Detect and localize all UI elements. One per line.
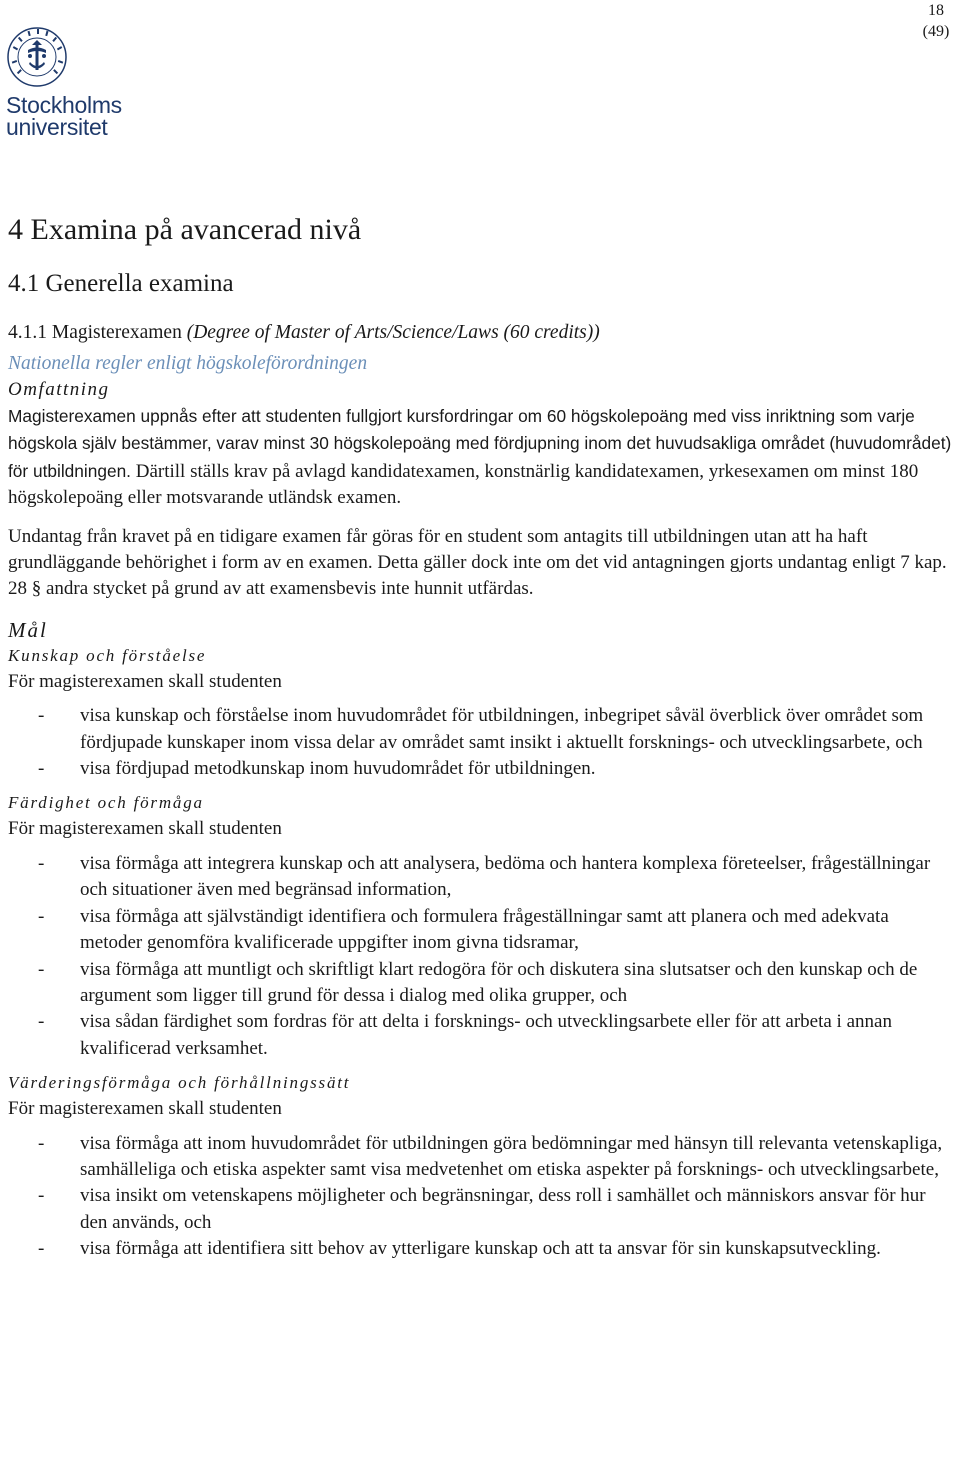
mal-label: Mål [8,617,48,642]
list-item-text: visa förmåga att muntligt och skriftligt klart redogöra för och diskutera sina slutsatser och den kunskap och de argument som ligger till grund för dessa i dialog med olika grupper, och [80,958,918,1006]
subsection-title [8,320,952,346]
list-item [8,703,952,756]
list-dash: - [38,958,45,980]
document-body [8,210,952,1269]
list-item [8,1236,952,1262]
university-logo [6,26,136,138]
logo-name-line2: universitet [6,114,108,140]
logo-name-line1: Stockholms [6,92,122,118]
page-number-total: (49) [922,23,950,40]
list-item [8,957,952,1010]
list-dash: - [38,1238,45,1260]
regulations-heading: Nationella regler enligt högskoleförordningen [8,353,368,374]
chapter-title: 4 Examina på avancerad nivå [8,213,362,246]
omfattning-text-cont: Därtill ställs krav på avlagd kandidatexamen, konstnärlig kandidatexamen, yrkesexamen om minst 180 högskolepoäng eller motsvarande utländsk examen. [8,460,919,509]
list-item-text: visa kunskap och förståelse inom huvudområdet för utbildningen, inbegripet såväl överblick över området som fördjupade kunskaper inom vissa delar av området samt insikt i aktuellt forsknings- och utvecklingsarbete, och [80,705,924,753]
list-dash: - [38,852,45,874]
kunskap-intro: För magisterexamen skall studenten [8,670,282,692]
vardering-label: Värderingsförmåga och förhållningssätt [8,1073,351,1093]
list-item-text: visa förmåga att identifiera sitt behov av ytterligare kunskap och att ta ansvar för sin kunskapsutveckling. [80,1238,881,1260]
undantag-text: Undantag från kravet på en tidigare examen får göras för en student som antagits till utbildningen utan att ha haft grundläggande behörighet i form av en examen. Detta gäller dock inte om det vid antagningen gjorts undantag enligt 7 kap. 28 § andra stycket på grund av att examensbevis inte hunnit utfärdas. [8,525,947,600]
list-item [8,904,952,957]
list-item-text: visa insikt om vetenskapens möjligheter och begränsningar, dess roll i samhället och människors ansvar för hur den används, och [80,1185,926,1233]
list-dash: - [38,758,45,780]
list-item-text: visa förmåga att självständigt identifiera och formulera frågeställningar samt att planera och med adekvata metoder genomföra kvalificerade uppgifter inom givna tidsramar, [80,905,889,954]
kunskap-label: Kunskap och förståelse [8,645,207,665]
page-number-current: 18 [928,2,944,19]
list-dash: - [38,1011,45,1033]
list-dash: - [38,705,45,727]
subsection-english-title: (Degree of Master of Arts/Science/Laws (60 credits)) [186,322,600,343]
university-seal-icon [6,26,68,88]
omfattning-label: Omfattning [8,379,110,400]
list-item [8,851,952,904]
list-item [8,1131,952,1184]
list-dash: - [38,905,45,927]
fardighet-intro: För magisterexamen skall studenten [8,818,282,840]
kunskap-list [8,703,952,782]
section-title: 4.1 Generella examina [8,270,234,297]
list-item [8,756,952,782]
fardighet-list [8,851,952,1062]
list-item-text: visa förmåga att inom huvudområdet för utbildningen göra bedömningar med hänsyn till relevanta vetenskapliga, samhälleliga och etiska aspekter samt visa medvetenhet om etiska aspekter på forsknings- och utvecklingsarbete, [80,1132,943,1180]
vardering-list [8,1131,952,1263]
list-item-text: visa förmåga att integrera kunskap och att analysera, bedöma och hantera komplexa företeelser, frågeställningar och situationer även med begränsad information, [80,852,931,901]
list-dash: - [38,1132,45,1154]
list-item-text: visa fördjupad metodkunskap inom huvudområdet för utbildningen. [80,758,596,780]
list-item [8,1183,952,1236]
list-item [8,1009,952,1062]
list-dash: - [38,1185,45,1207]
subsection-number-title: 4.1.1 Magisterexamen [8,322,182,343]
vardering-intro: För magisterexamen skall studenten [8,1098,282,1120]
omfattning-text [8,403,952,512]
fardighet-label: Färdighet och förmåga [8,793,204,813]
omfattning-text-main: Magisterexamen uppnås efter att studenten fullgjort kursfordringar om 60 högskolepoäng med viss inriktning som varje högskola själv bestämmer, varav minst 30 högskolepoäng med fördjupning inom det huvudsakliga området (huvudområdet) för utbildningen. [8,406,952,481]
page-number [916,0,956,42]
list-item-text: visa sådan färdighet som fordras för att delta i forsknings- och utvecklingsarbete eller för att arbeta i annan kvalificerad verksamhet. [80,1011,892,1059]
